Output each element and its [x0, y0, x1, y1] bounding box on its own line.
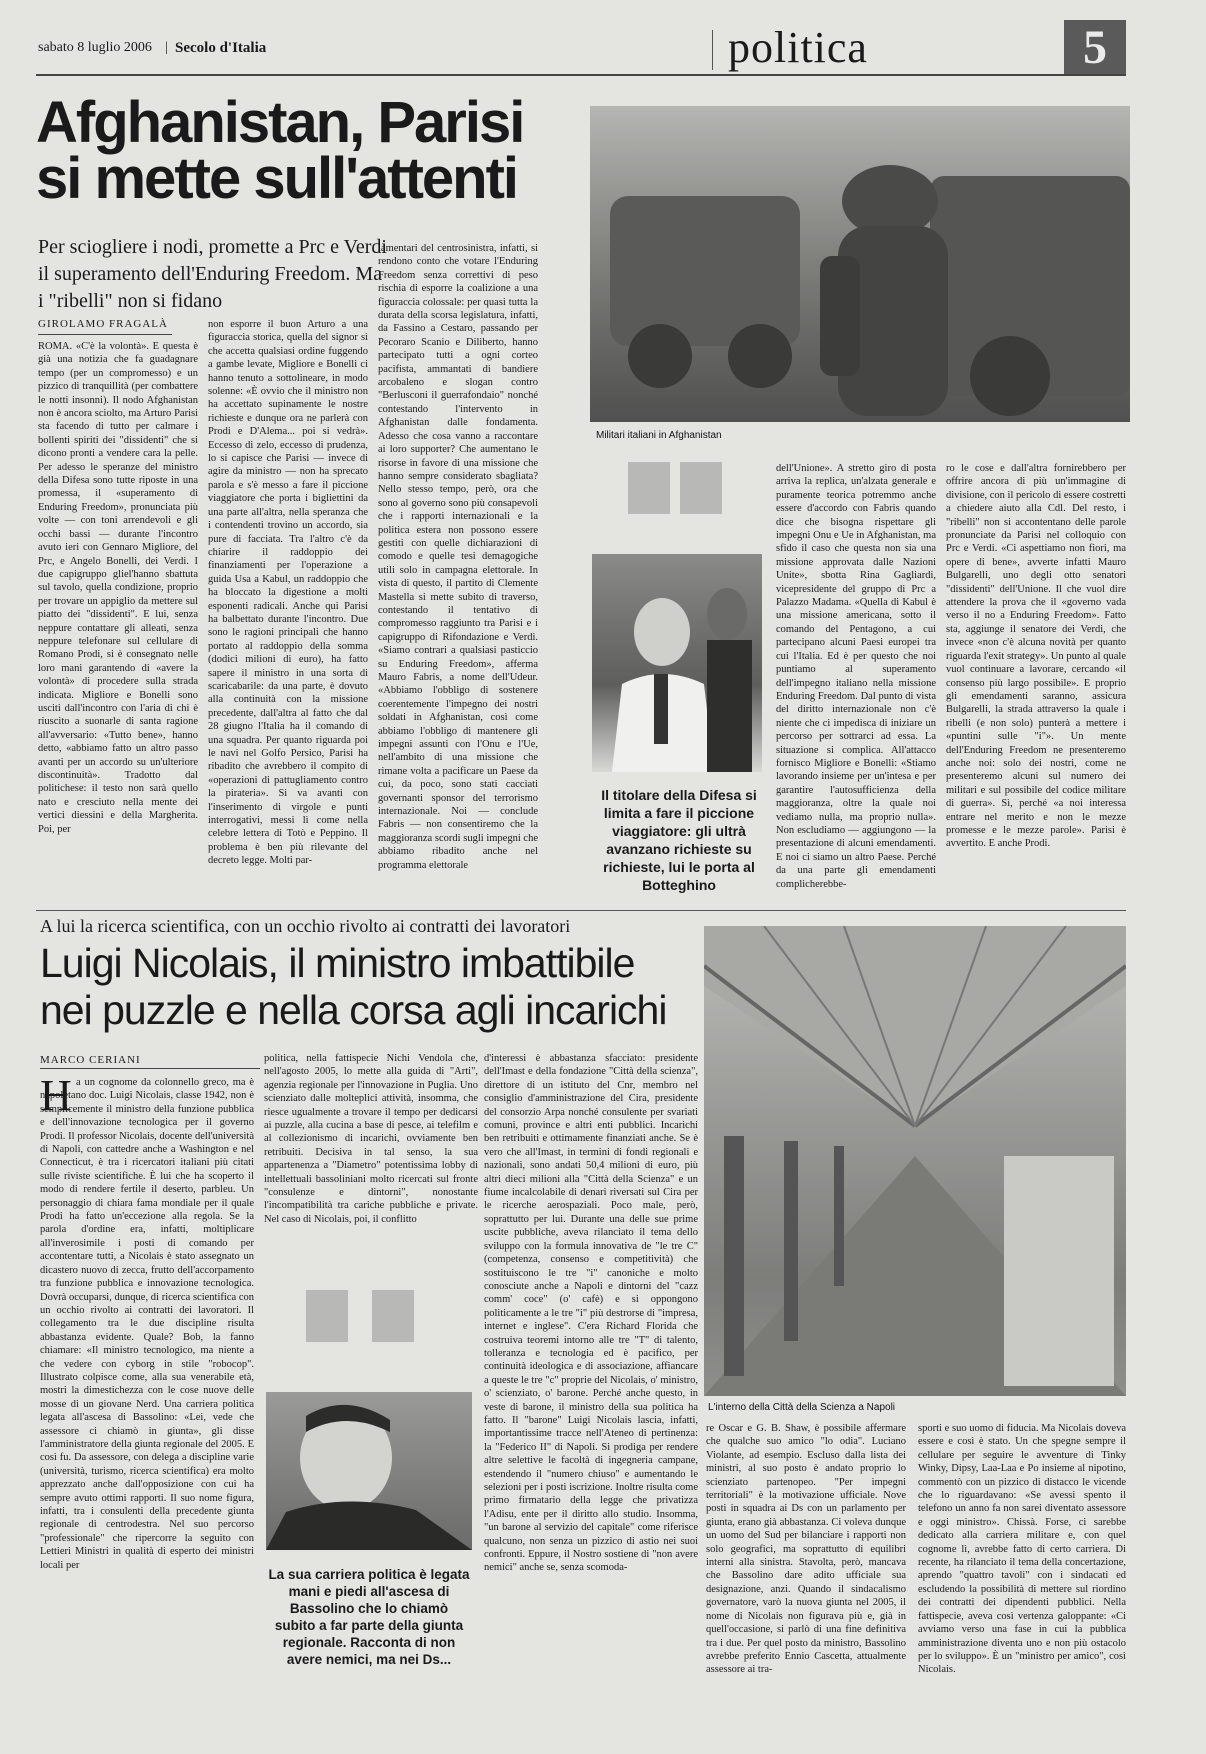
article-separator [36, 910, 1126, 911]
page-number: 5 [1064, 20, 1126, 76]
article1-column-1: ROMA. «C'è la volontà». E questa è già una notizia che fa guadagnare tempo (per un compromesso) e un pizzico di tranquillità (per combattere le notti insonni). Il nodo Afghanistan non è ancora sciolto, ma Arturo Parisi sta facendo di tutto per calmare i bollenti spiriti dei "dissidenti" che si dicono pronti a vendere cara la pelle. Per adesso le speranze del ministro della Difesa sono tutte riposte in una promessa, il «superamento di Enduring Freedom», pronunciata più volte — con toni arrendevoli e gli occhi bassi — durante l'incontro avuto ieri con Gennaro Migliore, del Prc, e Angelo Bonelli, dei Verdi. I due capigruppo gliel'hanno sbattuta sul tavolo, quella condizione, proprio per trovare un appiglio da mettere sul piatto dei "dissidenti". E lui, senza neppure contattare gli alleati, senza neppure telefonare sul cellulare di Romano Prodi, si è consegnato nelle loro mani garantendo di «avere la volontà» di procedere sulla strada indicata. Migliore e Bonelli sono usciti dall'incontro con l'aria di chi è riuscito a suonarle di santa ragione all'avversario: «Tutto bene», hanno detto, «abbiamo fatto un altro passo avanti per un accordo su un'ulteriore discontinuità». Tradotto dal politichese: il testo non sarà quello nato e cresciuto nella mente dei vertici diessini e della Margherita. Poi, per [38, 341, 198, 835]
article2-headline-line2: nei puzzle e nella corsa agli incarichi [40, 987, 667, 1033]
article1-column-2: non esporre il buon Arturo a una figuraccia storica, quella del signor sì che accetta qualsiasi ordine fuggendo a gambe levate, Migliore e Bonelli ci hanno tenuto a sottolineare, in modo solenne: «È ovvio che il ministro non ha accettato supinamente le nostre richieste e dunque ora ne parlerà con Prodi e D'Alema... poi si vedrà». Eccesso di zelo, eccesso di prudenza, lo si capisce che Parisi — invece di agire da ministro — non ha sprecato parola e s'è messo a fare il piccione viaggiatore che porta i bigliettini da una parte all'altra, nella speranza che i contendenti trovino un accordo, sia pure di facciata. Tra l'altro c'è da chiarire il raddoppio dei finanziamenti per l'operazione a guida Usa a Kabul, un raddoppio che ha bloccato la digestione a molti esponenti radicali. Anche qui Parisi ha balbettato durante l'incontro. Due sono le ragioni principali che hanno portato al raddoppio della somma (dodici milioni di euro), ha fatto sapere il ministro in una sorta di scaricabarile: da una parte, è dovuto alla continuità con la missione precedente, dall'altra al fatto che dal 28 giugno l'Italia ha il comando di una squadra. Per quanto riguarda poi le navi nel Golfo Persico, Parisi ha ribadito che avrebbero il compito di «operazioni di pattugliamento contro la pirateria». Si va avanti con l'inserimento di virgole e punti interrogativi, messi lì come nella celebre lettera di Totò e Peppino. Il problema è ben più rilevante del decreto legge. Molti par- [208, 319, 368, 867]
soldiers-photo-caption: Militari italiani in Afghanistan [596, 430, 722, 441]
article1-pullquote: Il titolare della Difesa si limita a fare il piccione viaggiatore: gli ultrà avanzano richieste su richieste, lui le porta al Botteghino [601, 787, 757, 893]
article1-headline-line1: Afghanistan, Parisi [36, 90, 524, 155]
nicolais-portrait-illustration [266, 1392, 472, 1550]
citta-scienza-photo-caption: L'interno della Città della Scienza a Napoli [708, 1402, 896, 1413]
article2-headline [40, 940, 720, 1034]
newspaper-name: Secolo d'Italia [175, 40, 267, 56]
section-title: politica [728, 23, 868, 72]
article1-headline [36, 90, 576, 211]
article2-headline-line1: Luigi Nicolais, il ministro imbattibile [40, 940, 635, 986]
quote-mark-icon [628, 462, 670, 514]
article1-column-5: ro le cose e dall'altra fornirebbero per offrire ancora di più un'immagine di divisione, con il pericolo di essere costretti a chiedere aiuto alla Cdl. Del resto, i "ribelli" non si accontentano delle parole pronunciate da Parisi nel colloquio con Prc e Verdi. «Ci aspettiamo non fiori, ma opere di bene», avverte infatti Mauro Bulgarelli, uno degli otto senatori "dissidenti" dell'Unione. Il che vuol dire attendere la prova che il «governo vada verso il no a Enduring Freedom». Fatto sta, aggiunge il senatore dei Verdi, che invece «non c'è alcuna novità per quanto riguarda l'exit strategy». Un punto al quale vuol continuare a lavorare, cercando «il consenso più largo possibile». E proprio gli emendamenti saranno, assicura Bulgarelli, la strada attraverso la quale i ribelli (e non solo) punterà a mettere i «puntini sulle "i"». Un mente dell'Enduring Freedom ne presenteremo anche noi: solo dei nostri, come ne presenteremo alcuni sul numero dei militari e sul possibile del codice militare di guerra». Sì, perché «a noi interessa entrare nel merito e non le mezze promesse e le mezze parole». Parisi è avvertito. E anche Prodi. [946, 463, 1126, 850]
citta-scienza-photo [704, 926, 1126, 1396]
article2-column-3: d'interessi è abbastanza sfacciato: presidente dell'Imast e della fondazione "Città della scienza", direttore di un istituto del Cnr, membro nel consiglio d'amministrazione del Cira, presidente del consorzio Arpa nonché consulente per svariati comuni, province e altri enti pubblici. Incarichi ben retribuiti e ottimamente finanziati anche. Se è vero che all'Imast, in termini di fondi regionali e nazionali, sono andati 50,4 milioni di euro, più altri dieci milioni alla "Città della Scienza" e un fiume incalcolabile di denari riversati sul Cira per le ricerche aerospaziali. Poco male, però, soprattutto per lui. Durante una delle sue prime uscite pubbliche, aveva rilanciato il tema dello sviluppo con la formula innovativa de "le tre C" (competenza, consenso e competitività) che sostituiscono le tre "i" canoniche e molto conosciute anche a Napoli e dintorni del "cazz comm' coce" (o' cafè) e si oppongono politicamente a le tre "i" più destrorse di "impresa, internet e inglese". C'era Richard Florida che costruiva teoremi intorno alle tre "T" di talento, tolleranza e tecnologia ed è pacifico, per continuità ideologica e di associazione, affiancare a queste le tre "c" proprie del Nicolais, o' ministro, o' scienziato, o' barone. Perché anche questo, in veste di barone, il ministro della sua politica ha fatto. Il "barone" Luigi Nicolais lascia, infatti, importantissime tracce nell'Ateneo di pertinenza: la "Federico II" di Napoli. Si prodiga per rendere altre selettive le facoltà di ingegneria campane, estendendo il "numero chiuso" e aumentando le selezioni per i posti iscrizione. Inoltre risulta come primo firmatario della legge che privatizza l'Adisu, ente per il diritto allo studio. Insomma, "un barone al servizio del capitale" come riferisce qualcuno, non senza un pizzico di astio nei suoi confronti. Eppure, il Nostro sostiene di "non avere nemici" anche se, senza scomoda- [484, 1053, 698, 1574]
article1-byline: GIROLAMO FRAGALÀ [38, 318, 168, 330]
header-rule [36, 74, 1126, 76]
article1-column-3: lamentari del centrosinistra, infatti, si rendono conto che votare l'Enduring Freedom senza correttivi di peso rischia di esporre la coalizione a una figuraccia colossale: per quasi tutta la durata della scorsa legislatura, infatti, da Fassino a Cestaro, passando per Pecoraro Scanio e Diliberto, hanno partecipato tutti a ogni corteo pacifista, ammantati di bandiere arcobaleno e slogan contro "Berlusconi il guerrafondaio" nonché contestando l'intervento in Afghanistan dalle fondamenta. Adesso che cosa vanno a raccontare ai loro supporter? Che aumentano le risorse in favore di una missione che hanno sempre considerato sbagliata? Nello stesso tempo, però, ora che sono al governo sono più consapevoli che i rapporti internazionali e la politica estera non possono essere gestiti con quelle dichiarazioni di comodo e quelle tesi demagogiche utili solo in campagna elettorale. In vista di questo, il partito di Clemente Mastella si mette subito di traverso, contestando il tentativo di compromesso raggiunto tra Parisi e i capigruppo di Rifondazione e Verdi. «Siamo contrari a qualsiasi pasticcio su Enduring Freedom», afferma Mauro Fabris, a nome dell'Udeur. «Abbiamo l'obbligo di sostenere coerentemente l'impegno dei nostri soldati in Afghanistan, così come abbiamo l'obbligo di mantenere gli impegni assunti con l'Onu e l'Ue, nell'ambito di una missione che rimane volta a pacificare un Paese da cui, da poco, sono stati cacciati governanti sponsor del terrorismo internazionale. Noi — conclude Fabris — non consentiremo che la maggioranza scordi sugli impegni che abbiamo ribadito anche nel programma elettorale [378, 243, 538, 871]
quote-mark-icon [372, 1290, 414, 1342]
article2-pullquote: La sua carriera politica è legata mani e piedi all'ascesa di Bassolino che lo chiamò subito a far parte della giunta regionale. Racconta di non avere nemici, ma nei Ds... [268, 1567, 470, 1667]
soldiers-photo [590, 106, 1130, 422]
article2-column-1: a un cognome da colonnello greco, ma è napoletano doc. Luigi Nicolais, classe 1942, non è semplicemente il ministro della funzione pubblica e dell'innovazione tecnologica per il governo Prodi. Il professor Nicolais, docente dell'università di Napoli, con cattedre anche a Washington e nel Connecticut, è tra i ricercatori italiani più citati sulle riviste scientifiche. È lui che ha scoperto il modo di rendere fertile il deserto, parbleu. Un personaggio di chiara fama mondiale per il quale Prodi ha fatto un'eccezione alla regola. Se la parola d'ordine era, infatti, moltiplicare all'inverosimile i posti di comando per accontentare tutti, a Nicolais è stato assegnato un dicastero nuovo di zecca, frutto dell'accorpamento tra funzione pubblica e innovazione tecnologica. Dovrà occuparsi, dunque, di ricerca scientifica con un occhio rivolto ai contratti dei lavoratori. Il collegamento tra le due discipline risulta abbastanza evidente. Quale? Bob, la fanno chiamare: «Il ministro tecnologico, ma niente a che vedere con cyborg in stile "robocop". Illustrato colpisce come, alla sua venerabile età, mostri la dimestichezza con le cose nuove delle mosse di un giovane Nerd. Una carriera politica legata all'ascesa di Bassolino: «Lei, vede che assessore ci chiamò in giunta», gli disse l'amministratore della giunta regionale del 2005. E così fu. Da assessore, con delega a discipline varie (università, turismo, ricerca scientifica) era molto apprezzato anche dall'opposizione con cui ha sempre avuto ottimi rapporti. Il suo nome figura, infatti, tra i consulenti della precedente giunta regionale di centrodestra. Nel suo percorso "professionale" che ripercorre la seguito con Lettieri Ministri in qualità di esperto dei ministri locali per [40, 1077, 254, 1571]
article2-column-5: sporti e suo uomo di fiducia. Ma Nicolais doveva essere e così è stato. Un che spegne sempre il cellulare per seguire le avventure di Tinky Winky, Dipsy, Laa-Laa e Po insieme al nipotino, commentò con un pizzico di distacco le vicende che lo riguardavano: «Se avessi spento il telefono un anno fa non sarei diventato assessore e oggi ministro». Chissà. Forse, ci sarebbe dedicato alla carriera militare e, con quel cognome lì, avrebbe fatto di certo carriera. Di recente, ha rilanciato il tema della concertazione, aprendo "quattro tavoli" con i sindacati ed escludendo la possibilità di mettere sul riordino dei contratti dei dipendenti pubblici. Nella fattispecie, aveva così vertenza galoppante: «Ci avviamo verso una fase in cui la pubblica amministrazione diventa uno e non più ostacolo per lo sviluppo». È un "ministro per amico", così Nicolais. [918, 1423, 1126, 1676]
article2-column-4: re Oscar e G. B. Shaw, è possibile affermare che qualche suo amico "lo odia". Luciano Violante, ad esempio. Escluso dalla lista dei ministri, al suo posto è andato proprio lo scienziato partenopeo. "Per impegni territoriali" è la motivazione ufficiale. Nove posti in squadra ai Ds con un parlamento per giunta, erano già abbastanza. Ci voleva dunque un uomo del Sud per bilanciare i rapporti non solo geografici, ma soprattutto di equilibri interni alla sinistra. Stavolta, però, mancava che Bassolino dare adito ufficiale sua designazione, anzi. Quando il sindacalismo governatore, varò la nuova giunta nel 2005, il nome di Nicolais non figurava più e, già in quell'occasione, si parlò di una fine definitiva tra i due. Per quel posto da ministro, Bassolino avrebbe preferito Ennio Cascetta, attualmente assessore ai tra- [706, 1423, 906, 1676]
minister-portrait-photo [592, 554, 762, 772]
article2-kicker: A lui la ricerca scientifica, con un occhio rivolto ai contratti dei lavoratori [40, 916, 571, 936]
byline-rule [40, 1068, 260, 1069]
article2-byline: MARCO CERIANI [40, 1054, 141, 1066]
byline-rule [38, 334, 172, 335]
minister-portrait-illustration [592, 554, 762, 772]
article1-column-4: dell'Unione». A stretto giro di posta arriva la replica, un'alzata generale e puramente teorica potremmo anche essere d'accordo con Fabris quando dice che bisogna rispettare gli impegni Onu e Ue in Afghanistan, ma sfido il caso che questa non sia una missione approvata dalle Nazioni Unite», sbotta Rina Gagliardi, vicepresidente del gruppo di Prc a Palazzo Madama. «Quella di Kabul è una missione americana, sotto il comando del Pentagono, a cui partecipano alcuni Paesi europei tra cui l'Italia. Ed è per questo che noi puntiamo al superamento dell'impegno italiano nella missione Enduring Freedom. Dal punto di vista del diritto internazionale non c'è niente che ci impedisca di iniziare un percorso per sottrarci ad essa. La situazione si complica. All'attacco fornisco Migliore e Bonelli: «Stiamo lavorando insieme per un'intesa e per garantire l'autosufficienza della maggioranza, oltre la quale noi vediamo nulla, ma proprio nulla». Non escludiamo — aggiungono — la presentazione di alcuni emendamenti. E noi ci siamo un altro Paese. Perché da una parte gli emendamenti complicherebbe- [776, 463, 936, 890]
article2-column-2: politica, nella fattispecie Nichi Vendola che, nell'agosto 2005, lo mette alla guida di "Arti", agenzia regionale per l'innovazione in Puglia. Uno scienziato dalle molteplici attività, insomma, che riesce ugualmente a trovare il tempo per dedicarsi ai puzzle, alla cucina a base di pesce, ai telefilm e al collezionismo di incarichi, ovviamente ben retribuiti. Decisiva in tal senso, la sua appartenenza a "Diametro" potentissima lobby di intellettuali bassoliniani molto ricercati sul fronte "consulenze e dintorni", nonostante l'incompatibilità tra cariche pubbliche e private. Nel caso di Nicolais, poi, il conflitto [264, 1053, 478, 1225]
citta-scienza-illustration [704, 926, 1126, 1396]
quote-mark-icon [680, 462, 722, 514]
header-separator: | [165, 40, 168, 55]
article1-subhead: Per sciogliere i nodi, promette a Prc e Verdi il superamento dell'Enduring Freedom. Ma i "ribelli" non si fidano [38, 236, 387, 312]
soldiers-photo-illustration [590, 106, 1130, 422]
nicolais-portrait-photo [266, 1392, 472, 1550]
article2-dropcap: H [40, 1071, 72, 1120]
quote-mark-icon [306, 1290, 348, 1342]
issue-date: sabato 8 luglio 2006 [38, 40, 152, 55]
header-divider [712, 30, 713, 70]
article1-headline-line2: si mette sull'attenti [36, 146, 518, 211]
